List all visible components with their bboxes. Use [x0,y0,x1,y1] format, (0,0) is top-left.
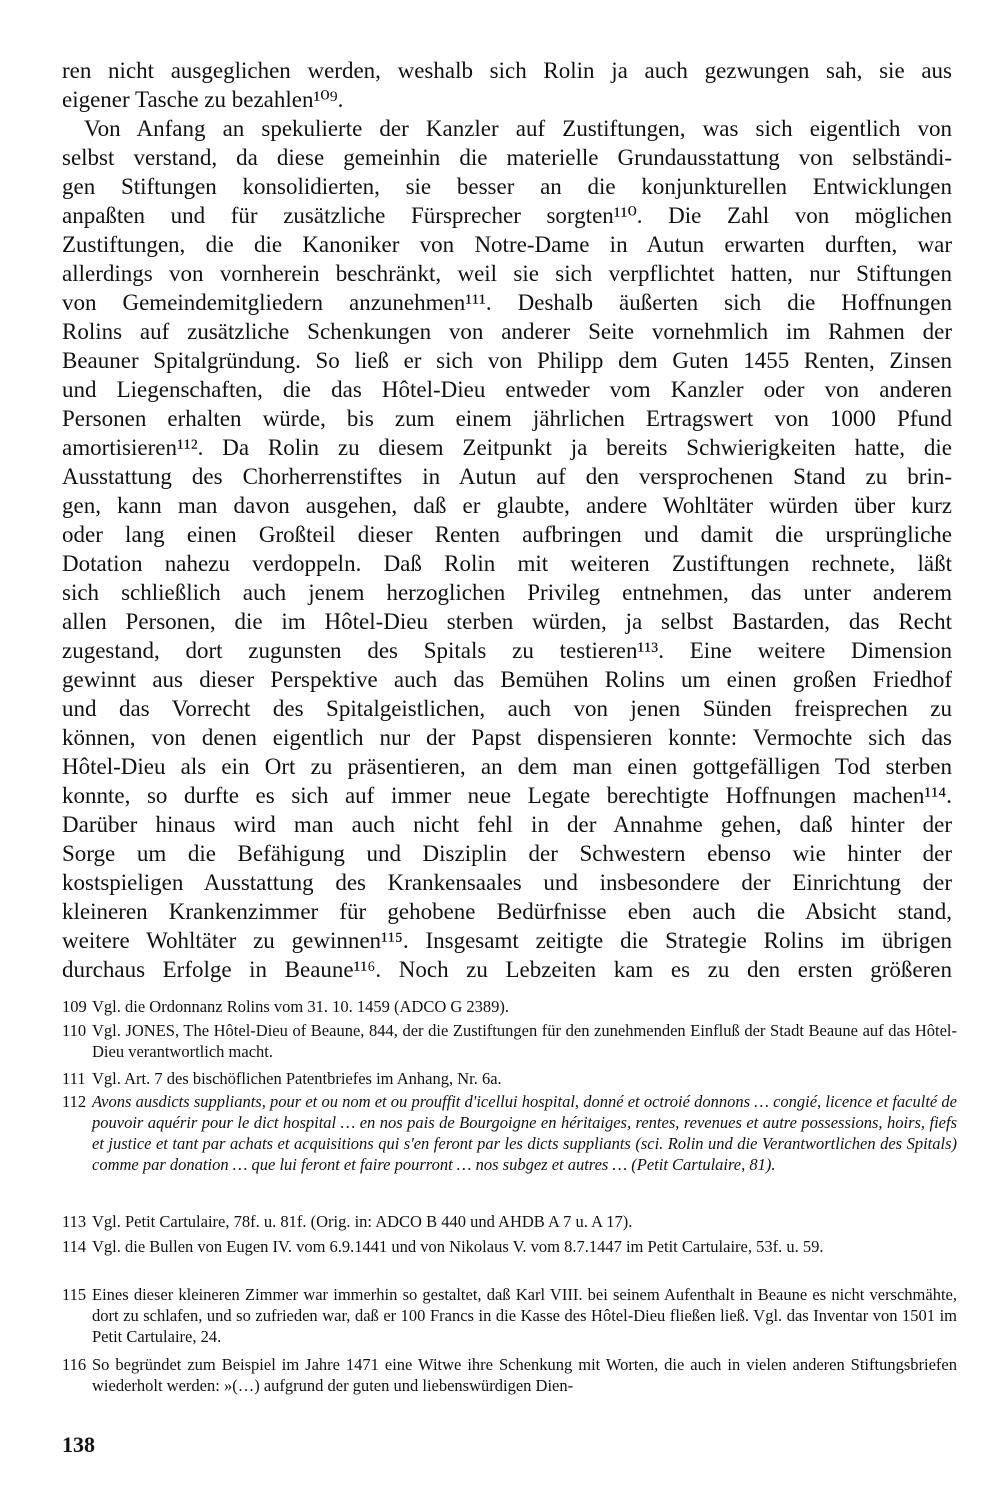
text-line: allen Personen, die im Hôtel-Dieu sterben würden, ja selbst Bastarden, das Recht [62,609,952,634]
footnote-text: Vgl. die Ordonnanz Rolins vom 31. 10. 1459 (ADCO G 2389). [92,997,510,1016]
text-line: Personen erhalten würde, bis zum einem jährlichen Ertragswert von 1000 Pfund [62,406,952,431]
text-line: konnte, so durfte es sich auf immer neue Legate berechtigte Hoffnungen machen¹¹⁴. [62,783,952,808]
footnote-number: 112 [62,1092,87,1111]
text-line: kleineren Krankenzimmer für gehobene Bedürfnisse eben auch die Absicht stand, [62,899,952,924]
text-line: können, von denen eigentlich nur der Papst dispensieren konnte: Vermochte sich das [62,725,952,750]
text-line: oder lang einen Großteil dieser Renten aufbringen und damit die ursprüngliche [62,522,952,547]
text-line: und das Vorrecht des Spitalgeistlichen, auch von jenen Sünden freisprechen zu [62,696,952,721]
footnote-text: Eines dieser kleineren Zimmer war immerhin so gestaltet, daß Karl VIII. bei seinem Aufenthalt in Beaune es nicht verschmähte, dort zu schlafen, und so zufrieden war, daß er 100 Francs in die Kasse des Hôtel-Dieu fließen ließ. Vgl. das Inventar von 1501 im Petit Cartulaire, 24. [92,1285,957,1346]
footnote-number: 116 [62,1355,87,1374]
text-line: Hôtel-Dieu als ein Ort zu präsentieren, an dem man einen gottgefälligen Tod sterben [62,754,952,779]
text-line: gen, kann man davon ausgehen, daß er glaubte, andere Wohltäter würden über kurz [62,493,952,518]
text-line: selbst verstand, da diese gemeinhin die materielle Grundausstattung von selbständi- [62,145,952,170]
footnote-number: 114 [62,1237,87,1256]
footnote-text: Vgl. die Bullen von Eugen IV. vom 6.9.1441 und von Nikolaus V. vom 8.7.1447 im Petit Cartulaire, 53f. u. 59. [92,1237,824,1256]
text-line: ren nicht ausgeglichen werden, weshalb sich Rolin ja auch gezwungen sah, sie aus [62,58,952,83]
text-line: und Liegenschaften, die das Hôtel-Dieu entweder vom Kanzler oder von anderen [62,377,952,402]
text-line: durchaus Erfolge in Beaune¹¹⁶. Noch zu Lebzeiten kam es zu den ersten größeren [62,957,952,982]
text-line: Ausstattung des Chorherrenstiftes in Autun auf den versprochenen Stand zu brin- [62,464,952,489]
text-line: amortisieren¹¹². Da Rolin zu diesem Zeitpunkt ja bereits Schwierigkeiten hatte, die [62,435,952,460]
text-line: Dotation nahezu verdoppeln. Daß Rolin mit weiteren Zustiftungen rechnete, läßt [62,551,952,576]
text-line: sich schließlich auch jenem herzoglichen Privileg entnehmen, das unter anderem [62,580,952,605]
footnote-number: 115 [62,1285,87,1304]
footnote [62,1284,957,1347]
text-line: weitere Wohltäter zu gewinnen¹¹⁵. Insgesamt zeitigte die Strategie Rolins im übrigen [62,928,952,953]
footnote-text: Vgl. Petit Cartulaire, 78f. u. 81f. (Orig. in: ADCO B 440 und AHDB A 7 u. A 17). [92,1212,633,1231]
text-line: Beauner Spitalgründung. So ließ er sich von Philipp dem Guten 1455 Renten, Zinsen [62,348,952,373]
footnote-text: Vgl. Art. 7 des bischöflichen Patentbriefes im Anhang, Nr. 6a. [92,1069,502,1088]
footnote [62,1068,957,1089]
text-line: von Gemeindemitgliedern anzunehmen¹¹¹. Deshalb äußerten sich die Hoffnungen [62,290,952,315]
text-line: Sorge um die Befähigung und Disziplin der Schwestern ebenso wie hinter der [62,841,952,866]
text-line: gewinnt aus dieser Perspektive auch das Bemühen Rolins um einen großen Friedhof [62,667,952,692]
footnote-text: Vgl. JONES, The Hôtel-Dieu of Beaune, 844, der die Zustiftungen für den zunehmenden Einfluß der Stadt Beaune auf das Hôtel-Dieu verantwortlich macht. [92,1021,957,1061]
footnote [62,1236,957,1257]
text-line: anpaßten und für zusätzliche Fürsprecher sorgten¹¹⁰. Die Zahl von möglichen [62,203,952,228]
text-line: zugestand, dort zugunsten des Spitals zu testieren¹¹³. Eine weitere Dimension [62,638,952,663]
footnote-text: So begründet zum Beispiel im Jahre 1471 eine Witwe ihre Schenkung mit Worten, die auch in vielen anderen Stiftungsbriefen wiederholt werden: »(…) aufgrund der guten und liebenswürdigen Dien- [92,1355,957,1395]
footnote-number: 109 [62,997,87,1016]
text-line: Zustiftungen, die die Kanoniker von Notre-Dame in Autun erwarten durften, war [62,232,952,257]
text-line: Rolins auf zusätzliche Schenkungen von anderer Seite vornehmlich im Rahmen der [62,319,952,344]
footnote-text: Avons ausdicts suppliants, pour et ou nom et ou prouffit d'icellui hospital, donné et octroié donnons … congié, licence et faculté de pouvoir aquérir pour le dict hospital … en nos pais de Bourgoigne en héritaiges, rentes, revenues et autre possessions, hoirs, fiefs et justice et tant par achats et acquisitions qui s'en feront par les dicts suppliants (sci. Rolin und die Verantwortlichen des Spitals) comme par donation … que lui feront et faire pourront … nos subgez et autres … (Petit Cartulaire, 81). [92,1092,957,1174]
page-number: 138 [62,1432,95,1457]
footnote [62,1020,957,1062]
footnote [62,996,957,1017]
footnote-number: 111 [62,1069,86,1088]
text-line: Von Anfang an spekulierte der Kanzler auf Zustiftungen, was sich eigentlich von [84,116,952,141]
footnote-number: 110 [62,1021,87,1040]
text-line: gen Stiftungen konsolidierten, sie besser an die konjunkturellen Entwicklungen [62,174,952,199]
footnote [62,1091,957,1175]
text-line: allerdings von vornherein beschränkt, weil sie sich verpflichtet hatten, nur Stiftungen [62,261,952,286]
text-line: eigener Tasche zu bezahlen¹⁰⁹. [62,87,344,112]
footnote-number: 113 [62,1212,87,1231]
text-line: kostspieligen Ausstattung des Krankensaales und insbesondere der Einrichtung der [62,870,952,895]
footnote [62,1211,957,1232]
text-line: Darüber hinaus wird man auch nicht fehl in der Annahme gehen, daß hinter der [62,812,952,837]
footnote [62,1354,957,1396]
